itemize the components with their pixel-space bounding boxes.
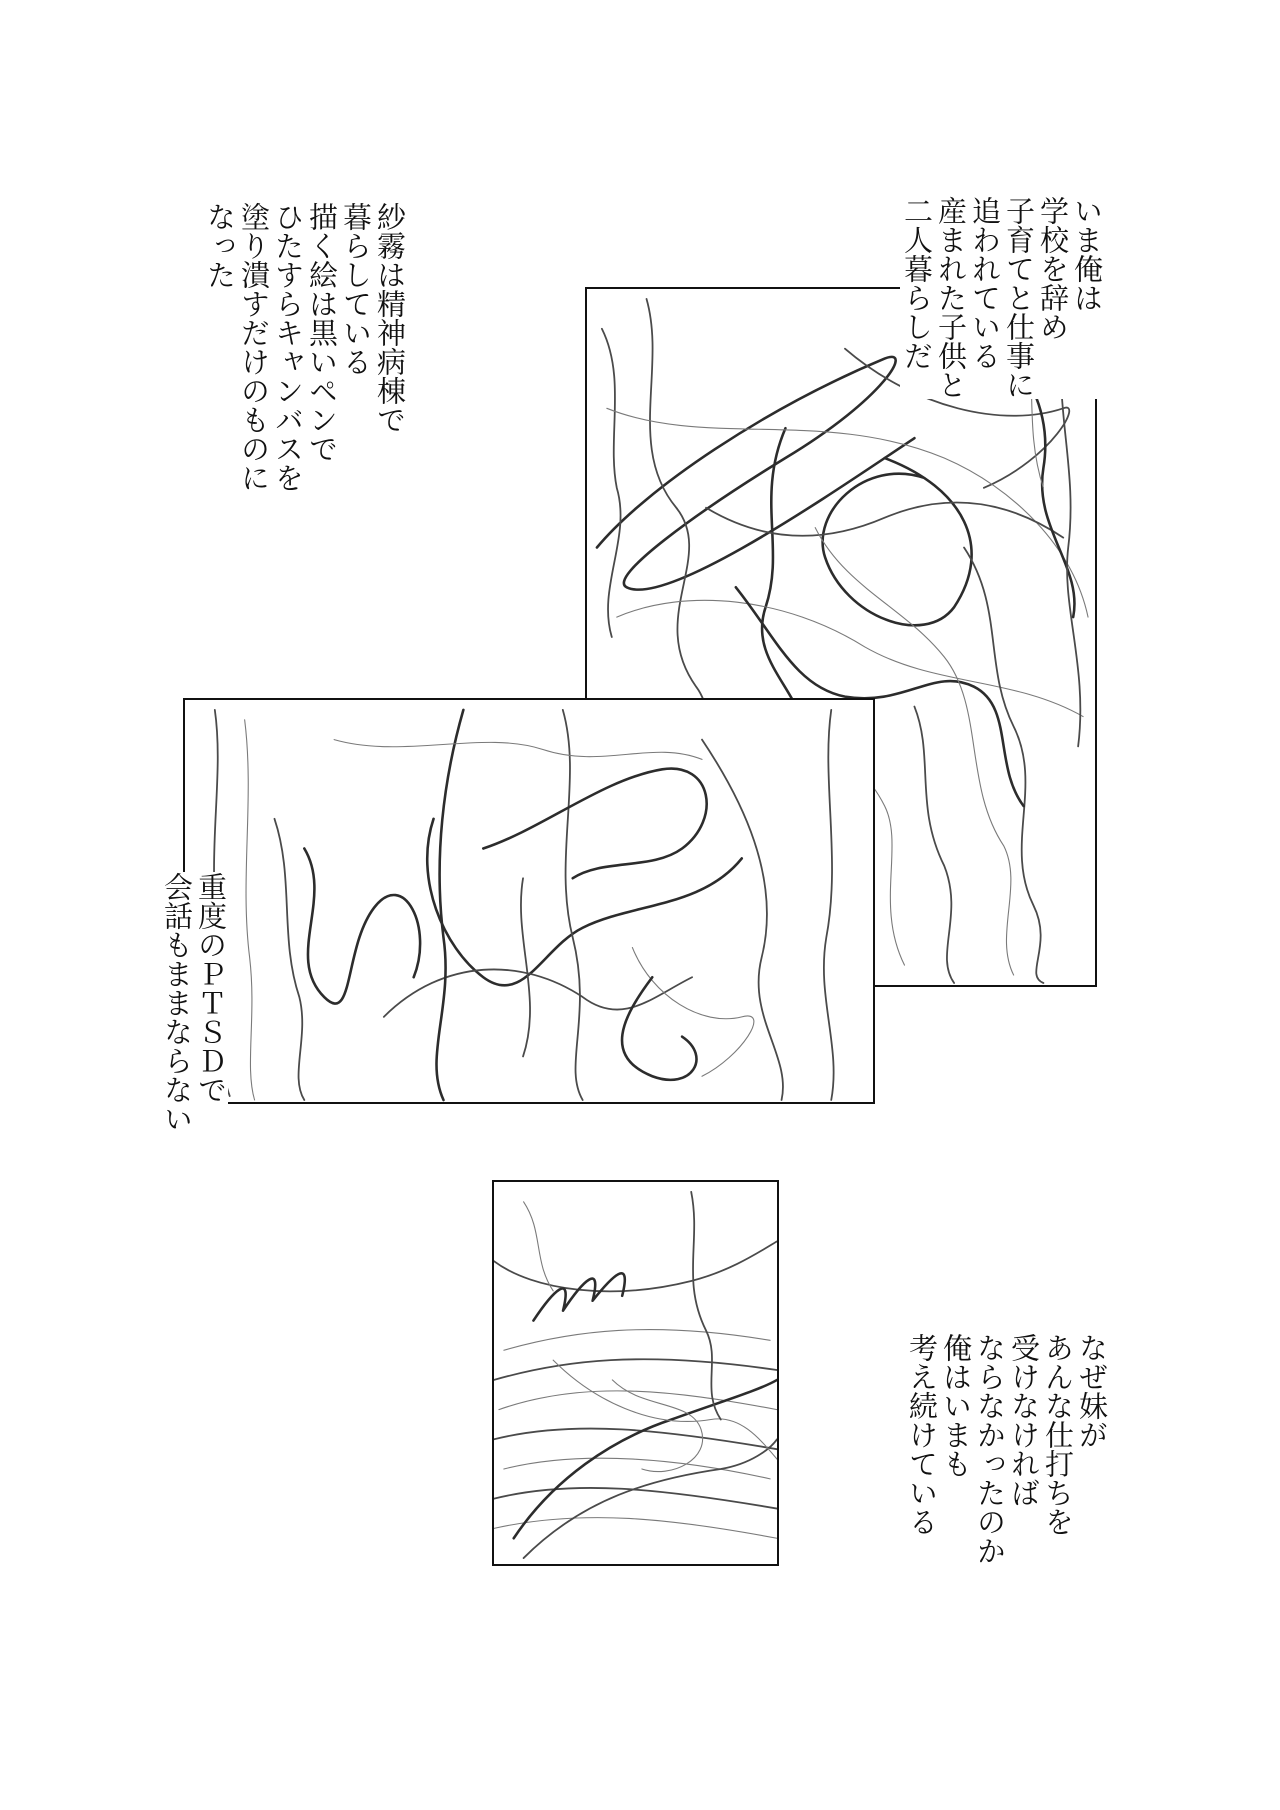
caption-line: ひたすらキャンバスを <box>271 202 305 492</box>
caption-line: 考え続けている <box>905 1333 939 1565</box>
caption-line: 子育てと仕事に <box>1002 196 1036 399</box>
caption-line: 描く絵は黒いペンで <box>305 202 339 492</box>
caption-top-right <box>900 196 1104 399</box>
caption-line: 重度のＰＴＳＤで <box>194 872 228 1133</box>
caption-line: 追われている <box>968 196 1002 399</box>
scribble-drawing-middle <box>185 700 873 1102</box>
caption-line: 塗り潰すだけのものに <box>237 202 271 492</box>
caption-line: 暮らしている <box>339 202 373 492</box>
panel-middle <box>183 698 875 1104</box>
panel-bottom <box>492 1180 779 1566</box>
scribble-drawing-bottom <box>494 1182 777 1564</box>
caption-line: 受けなければ <box>1007 1333 1041 1565</box>
caption-line: いま俺は <box>1070 196 1104 399</box>
caption-top-left <box>203 202 407 492</box>
caption-line: 会話もままならない <box>160 872 194 1133</box>
caption-middle <box>160 872 228 1133</box>
caption-line: なぜ妹が <box>1075 1333 1109 1565</box>
caption-line: なった <box>203 202 237 492</box>
caption-line: 俺はいまも <box>939 1333 973 1565</box>
caption-line: あんな仕打ちを <box>1041 1333 1075 1565</box>
caption-line: ならなかったのか <box>973 1333 1007 1565</box>
caption-bottom-right <box>905 1333 1109 1565</box>
caption-line: 学校を辞め <box>1036 196 1070 399</box>
caption-line: 二人暮らしだ <box>900 196 934 399</box>
caption-line: 産まれた子供と <box>934 196 968 399</box>
caption-line: 紗霧は精神病棟で <box>373 202 407 492</box>
